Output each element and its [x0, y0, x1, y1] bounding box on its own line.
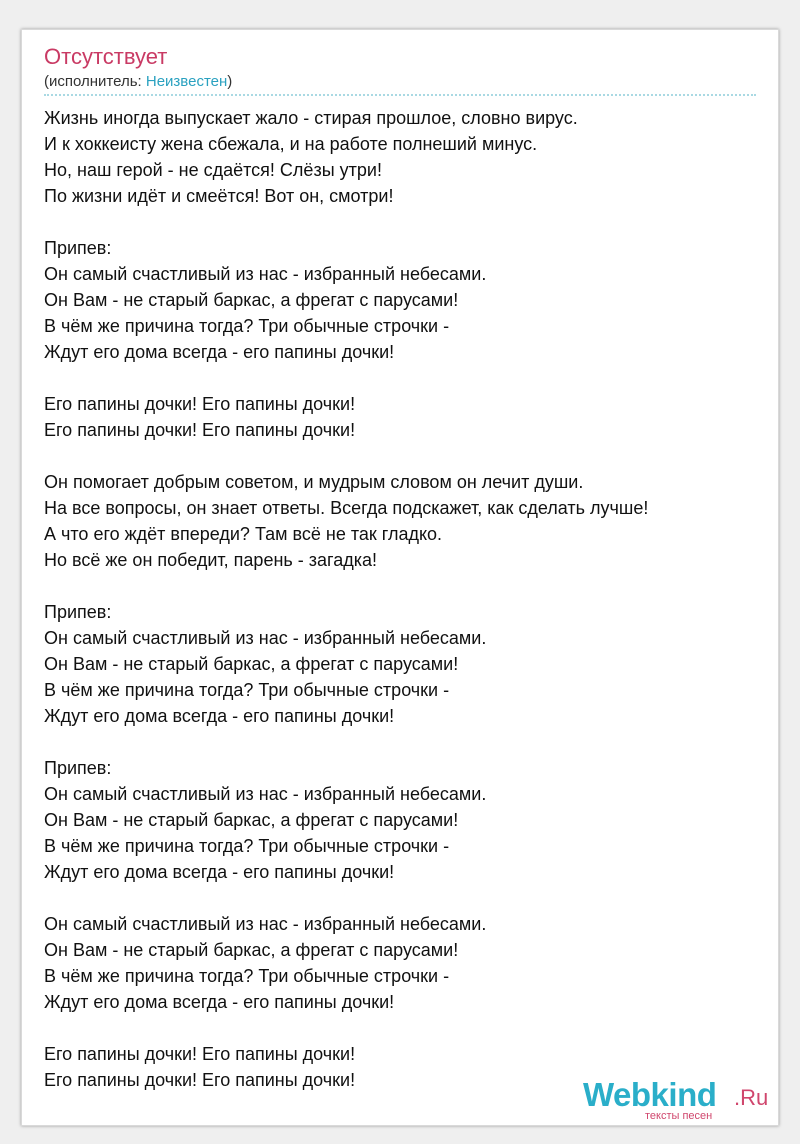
lyric-line: И к хоккеисту жена сбежала, и на работе полнеший минус.: [44, 134, 538, 154]
lyric-blank-line: [44, 209, 769, 235]
logo-domain: .Ru: [734, 1085, 769, 1110]
lyric-line: Но всё же он победит, парень - загадка!: [44, 550, 377, 570]
lyrics-sheet: [21, 29, 779, 1126]
lyric-line: Ждут его дома всегда - его папины дочки!: [44, 992, 395, 1012]
lyric-blank-line: [44, 729, 769, 755]
lyric-line: В чём же причина тогда? Три обычные строчки -: [44, 316, 450, 336]
song-title: Отсутствует: [44, 44, 168, 69]
lyric-line: В чём же причина тогда? Три обычные строчки -: [44, 836, 450, 856]
lyric-blank-line: [44, 1015, 769, 1041]
artist-prefix: (исполнитель:: [44, 73, 146, 90]
lyric-blank-line: [44, 365, 769, 391]
logo-tagline: тексты песен: [645, 1110, 713, 1122]
lyric-line: Он помогает добрым советом, и мудрым словом он лечит души.: [44, 472, 584, 492]
lyric-blank-line: [44, 885, 769, 911]
artist-suffix: ): [227, 73, 233, 90]
lyric-line: Припев:: [44, 758, 112, 778]
lyric-line: Жизнь иногда выпускает жало - стирая прошлое, словно вирус.: [44, 108, 578, 128]
lyric-blank-line: [44, 573, 769, 599]
artist-link[interactable]: Неизвестен: [145, 73, 228, 90]
lyric-line: В чём же причина тогда? Три обычные строчки -: [44, 680, 450, 700]
lyric-line: Его папины дочки! Его папины дочки!: [44, 1044, 356, 1064]
lyric-line: Он самый счастливый из нас - избранный небесами.: [44, 784, 487, 804]
logo-wordmark: Webkind: [583, 1076, 717, 1113]
lyric-line: В чём же причина тогда? Три обычные строчки -: [44, 966, 450, 986]
lyric-line: Ждут его дома всегда - его папины дочки!: [44, 342, 395, 362]
lyric-line: Он самый счастливый из нас - избранный небесами.: [44, 264, 487, 284]
lyric-line: Он Вам - не старый баркас, а фрегат с парусами!: [44, 810, 459, 830]
dotted-divider: [44, 94, 756, 96]
lyric-line: Его папины дочки! Его папины дочки!: [44, 1070, 356, 1090]
lyric-line: Ждут его дома всегда - его папины дочки!: [44, 706, 395, 726]
lyric-line: А что его ждёт впереди? Там всё не так гладко.: [44, 524, 443, 544]
webkind-logo: [583, 1076, 773, 1122]
lyrics-body: [44, 105, 769, 1093]
lyric-line: Но, наш герой - не сдаётся! Слёзы утри!: [44, 160, 382, 180]
lyric-line: Он Вам - не старый баркас, а фрегат с парусами!: [44, 940, 459, 960]
lyric-line: Он самый счастливый из нас - избранный небесами.: [44, 914, 487, 934]
lyric-line: Припев:: [44, 238, 112, 258]
lyric-line: Он Вам - не старый баркас, а фрегат с парусами!: [44, 290, 459, 310]
lyric-line: Его папины дочки! Его папины дочки!: [44, 394, 356, 414]
lyric-line: Припев:: [44, 602, 112, 622]
lyric-line: Он самый счастливый из нас - избранный небесами.: [44, 628, 487, 648]
artist-line: [44, 73, 232, 91]
lyric-line: По жизни идёт и смеётся! Вот он, смотри!: [44, 186, 394, 206]
lyric-blank-line: [44, 443, 769, 469]
lyric-line: Он Вам - не старый баркас, а фрегат с парусами!: [44, 654, 459, 674]
lyric-line: Ждут его дома всегда - его папины дочки!: [44, 862, 395, 882]
lyric-line: На все вопросы, он знает ответы. Всегда подскажет, как сделать лучше!: [44, 498, 649, 518]
lyric-line: Его папины дочки! Его папины дочки!: [44, 420, 356, 440]
